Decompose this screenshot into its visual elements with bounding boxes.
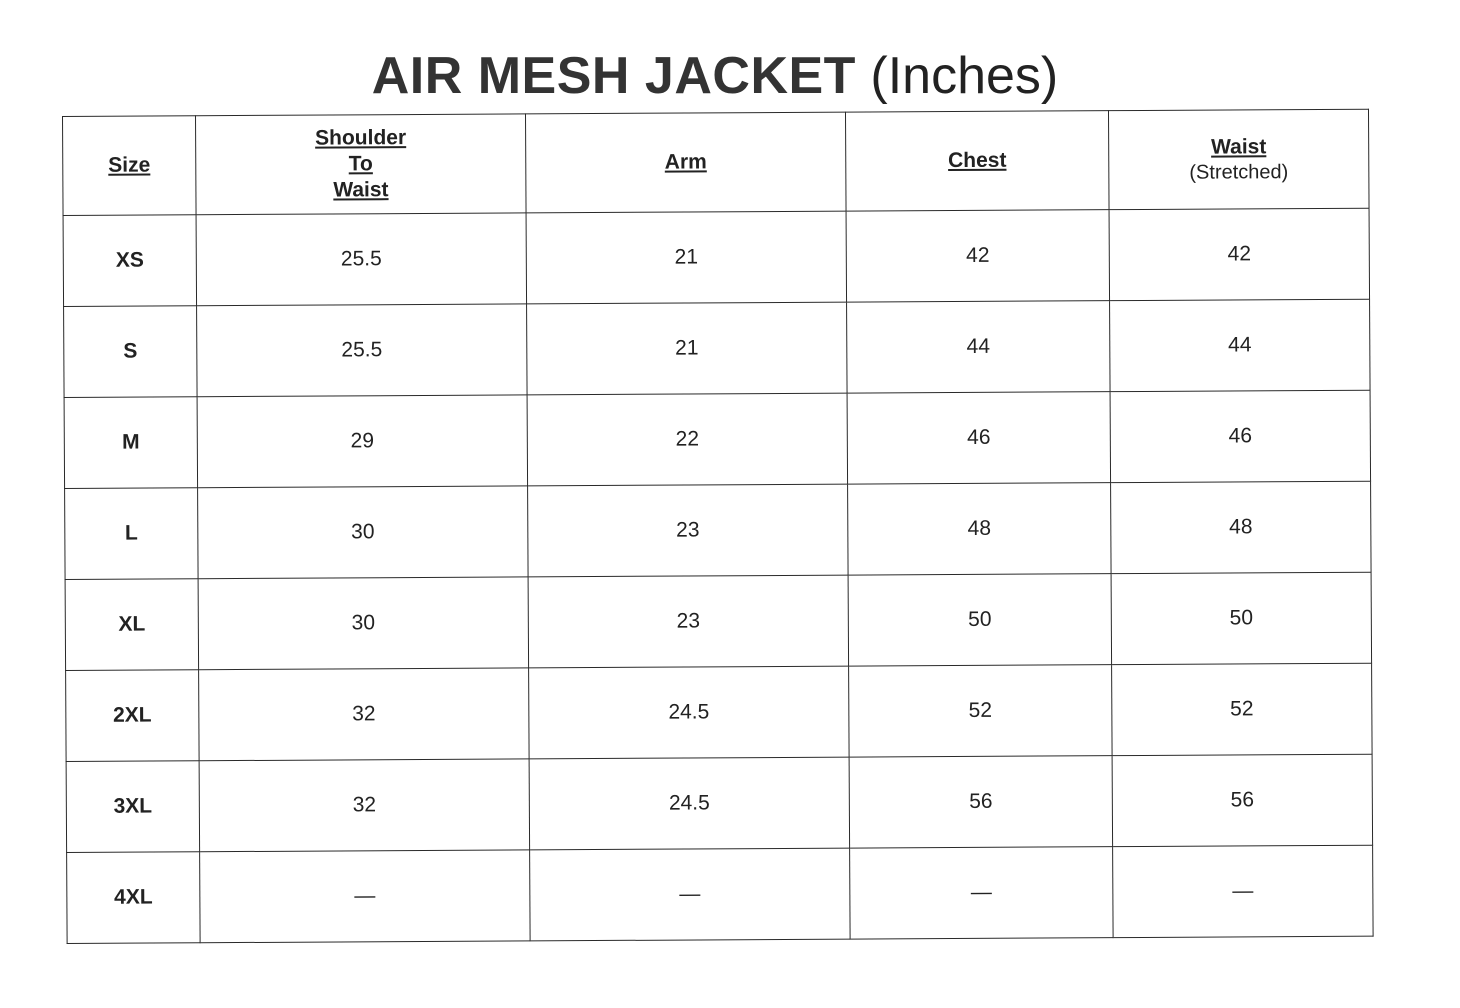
size-cell: S [64,306,198,398]
waist-cell: 46 [1110,390,1371,482]
header-waist-note: (Stretched) [1189,161,1289,184]
shoulder-to-waist-cell: 30 [198,486,529,579]
size-cell: XL [65,579,199,671]
header-waist: Waist (Stretched) [1108,109,1369,209]
arm-cell: 24.5 [529,757,850,850]
waist-cell: 44 [1110,299,1371,391]
arm-cell: — [530,848,851,941]
table-row [64,390,1370,488]
chest-cell: 46 [847,392,1111,484]
arm-cell: 22 [527,393,848,486]
chest-cell: 42 [846,210,1110,302]
chest-cell: — [850,847,1114,939]
arm-cell: 23 [528,575,849,668]
table-row [65,572,1371,670]
shoulder-to-waist-cell: 29 [197,395,528,488]
chest-cell: 48 [848,483,1112,575]
chest-cell: 50 [848,574,1112,666]
waist-cell: 56 [1112,754,1373,846]
arm-cell: 21 [526,211,847,304]
size-cell: 4XL [67,852,201,944]
table-row [63,208,1369,306]
table-row [66,754,1372,852]
size-chart-table [62,109,1374,944]
chest-cell: 44 [847,301,1111,393]
arm-cell: 21 [527,302,848,395]
table-header [63,109,1370,215]
table-row [64,299,1370,397]
size-cell: L [65,488,199,580]
chest-cell: 56 [849,756,1113,848]
table-row [66,663,1372,761]
waist-cell: 50 [1111,572,1372,664]
arm-cell: 24.5 [529,666,850,759]
size-cell: 2XL [66,670,200,762]
table-row [67,845,1373,943]
waist-cell: 42 [1109,208,1370,300]
header-size: Size [63,116,197,216]
chest-cell: 52 [849,665,1113,757]
header-row [63,109,1370,215]
header-chest: Chest [845,111,1109,211]
size-cell: XS [63,215,197,307]
header-arm: Arm [525,112,846,213]
waist-cell: 52 [1112,663,1373,755]
waist-cell: — [1113,845,1374,937]
arm-cell: 23 [528,484,849,577]
page-title [0,46,1430,106]
size-cell: M [64,397,198,489]
shoulder-to-waist-cell: 32 [199,759,530,852]
size-cell: 3XL [66,761,200,853]
shoulder-to-waist-cell: 25.5 [196,213,527,306]
table-row [65,481,1371,579]
shoulder-to-waist-cell: — [200,850,531,943]
table-body [63,208,1373,943]
shoulder-to-waist-cell: 30 [198,577,529,670]
title-main: AIR MESH JACKET [371,47,856,105]
title-unit: (Inches) [870,47,1059,105]
shoulder-to-waist-cell: 32 [199,668,530,761]
shoulder-to-waist-cell: 25.5 [197,304,528,397]
waist-cell: 48 [1111,481,1372,573]
header-shoulder-to-waist: Shoulder To Waist [196,114,527,215]
